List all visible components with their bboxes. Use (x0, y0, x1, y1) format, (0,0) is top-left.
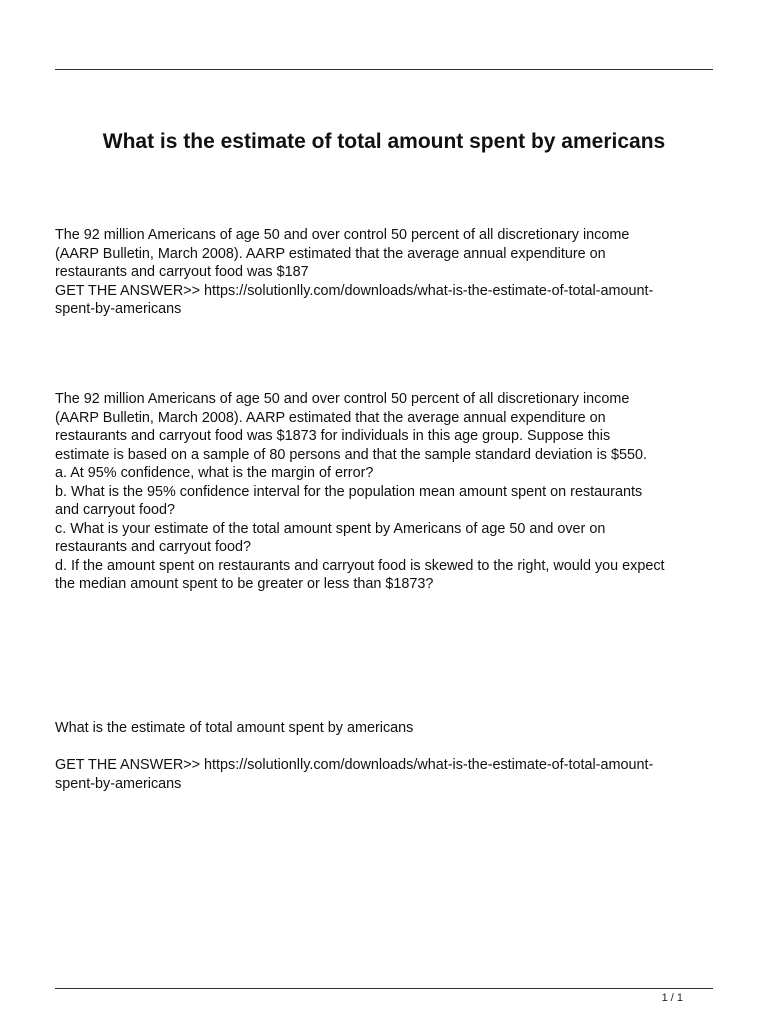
header-divider (55, 69, 713, 70)
text-line: The 92 million Americans of age 50 and over control 50 percent of all discretionary income (55, 391, 630, 407)
text-line: restaurants and carryout food was $187 (55, 264, 309, 280)
closing-heading: What is the estimate of total amount spent by americans (55, 720, 414, 736)
question-paragraph (55, 390, 717, 594)
spacer (55, 738, 717, 757)
text-line: The 92 million Americans of age 50 and over control 50 percent of all discretionary income (55, 227, 630, 243)
question-item-d-continued: the median amount spent to be greater or less than $1873? (55, 576, 434, 592)
question-item-c-continued: restaurants and carryout food? (55, 539, 251, 555)
answer-link-line[interactable]: GET THE ANSWER>> https://solutionlly.com/downloads/what-is-the-estimate-of-total-amount- (55, 282, 654, 299)
question-item-b: b. What is the 95% confidence interval for the population mean amount spent on restaurants (55, 483, 643, 500)
answer-link-line[interactable]: GET THE ANSWER>> https://solutionlly.com/downloads/what-is-the-estimate-of-total-amount- (55, 757, 654, 773)
answer-link-line[interactable]: spent-by-americans (55, 301, 182, 317)
answer-link-line[interactable]: spent-by-americans (55, 775, 182, 792)
text-line: (AARP Bulletin, March 2008). AARP estimated that the average annual expenditure on (55, 409, 606, 426)
text-line: estimate is based on a sample of 80 persons and that the sample standard deviation is $550. (55, 446, 647, 463)
document-title: What is the estimate of total amount spent by americans (102, 130, 666, 153)
question-item-d: d. If the amount spent on restaurants and carryout food is skewed to the right, would you expect (55, 557, 665, 574)
question-item-b-continued: and carryout food? (55, 502, 176, 518)
intro-paragraph (55, 226, 717, 319)
question-item-c: c. What is your estimate of the total amount spent by Americans of age 50 and over on (55, 520, 606, 537)
text-line: restaurants and carryout food was $1873 for individuals in this age group. Suppose this (55, 428, 611, 444)
footer-divider (55, 988, 713, 989)
question-item-a: a. At 95% confidence, what is the margin of error? (55, 465, 374, 481)
closing-section (55, 719, 717, 793)
page-number: 1 / 1 (661, 992, 683, 1004)
text-line: (AARP Bulletin, March 2008). AARP estimated that the average annual expenditure on (55, 245, 606, 262)
